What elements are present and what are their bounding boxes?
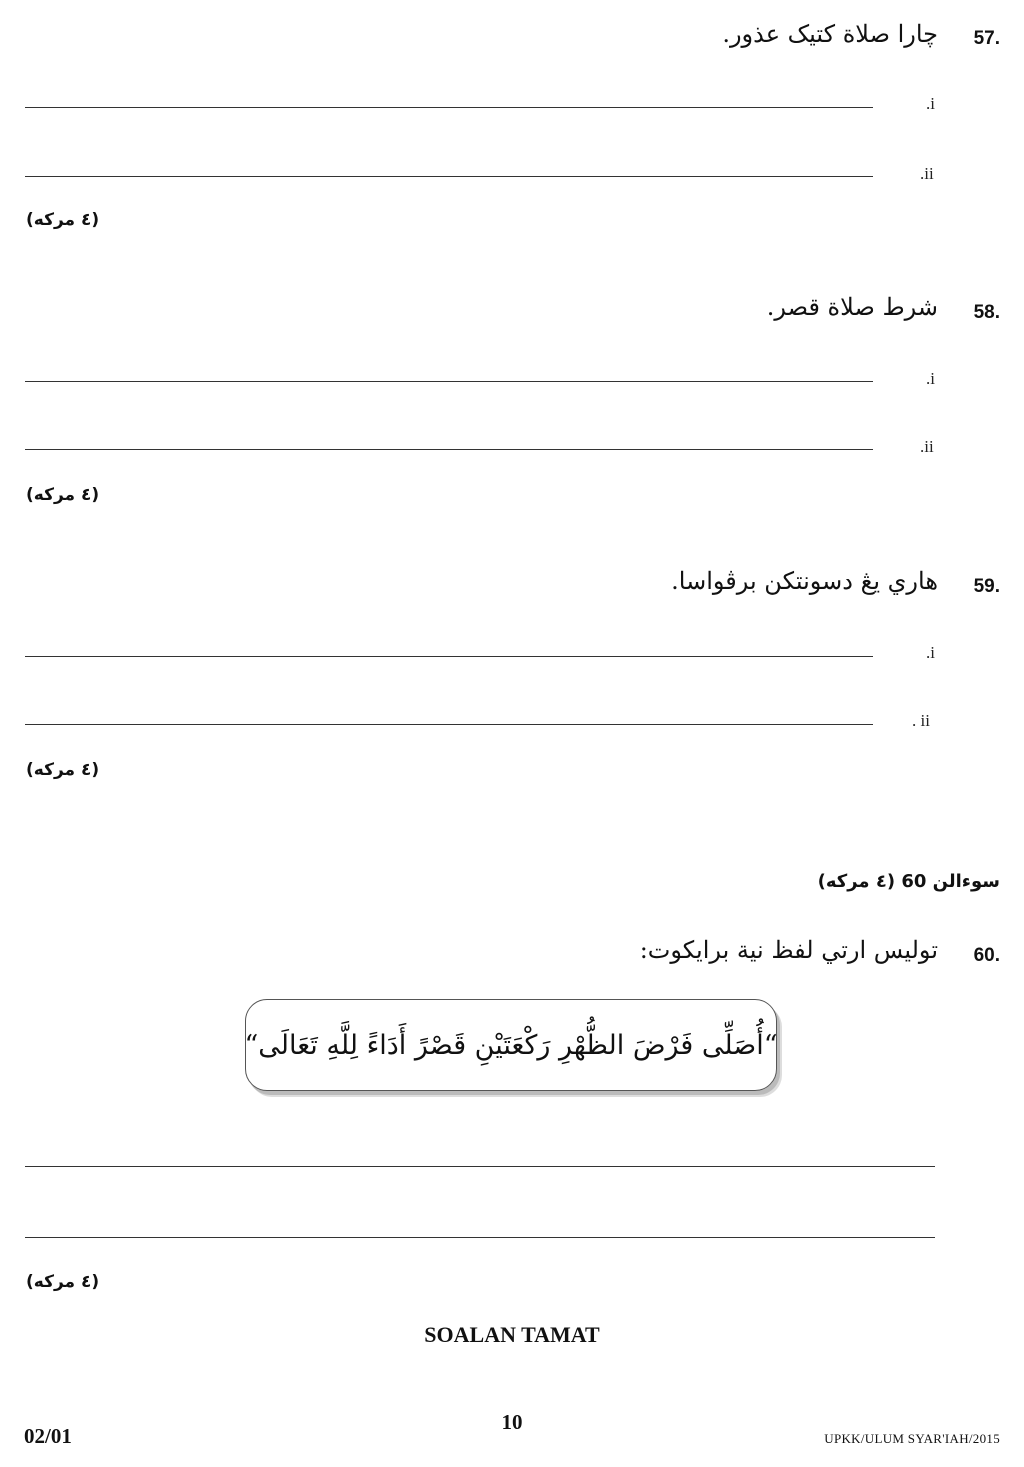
- item-label-i: .i: [926, 643, 935, 662]
- question-number: 60.: [973, 945, 1000, 966]
- answer-line-ii[interactable]: [25, 176, 873, 177]
- marks-label: (٤ مركه): [26, 1272, 100, 1292]
- question-number: 58.: [973, 302, 1000, 323]
- question-text: توليس ارتي لفظ نية برايكوت:: [639, 936, 938, 964]
- item-label-i: .i: [926, 369, 935, 388]
- question-number: 59.: [973, 576, 1000, 597]
- question-text: شرط صلاة قصر.: [766, 293, 938, 321]
- answer-line-i[interactable]: [25, 381, 873, 382]
- question-text: چارا صلاة كتيک عذور.: [722, 20, 938, 48]
- question-number: 57.: [973, 28, 1000, 49]
- niat-text: “أُصَلِّى فَرْضَ الظُّهْرِ رَكْعَتَيْنِ قَصْرً أَدَاءً لِلَّهِ تَعَالَى“: [244, 1029, 778, 1061]
- item-label-ii: . ii: [912, 711, 930, 730]
- answer-line-ii[interactable]: [25, 724, 873, 725]
- page-number: 10: [501, 1410, 523, 1434]
- niat-box: [245, 999, 777, 1091]
- marks-label: (٤ مركه): [26, 760, 100, 780]
- answer-line-2[interactable]: [25, 1237, 935, 1238]
- item-label-ii: .ii: [920, 437, 934, 456]
- marks-label: (٤ مركه): [26, 210, 100, 230]
- answer-line-i[interactable]: [25, 656, 873, 657]
- section-heading: سوءالن 60 (٤ مركه): [817, 871, 1000, 892]
- answer-line-i[interactable]: [25, 107, 873, 108]
- paper-code: 02/01: [24, 1424, 72, 1448]
- end-title: SOALAN TAMAT: [424, 1322, 600, 1347]
- answer-line-1[interactable]: [25, 1166, 935, 1167]
- question-text: هاري يڠ دسونتكن برڤواسا.: [671, 567, 938, 595]
- marks-label: (٤ مركه): [26, 485, 100, 505]
- answer-line-ii[interactable]: [25, 449, 873, 450]
- item-label-i: .i: [926, 94, 935, 113]
- exam-code: UPKK/ULUM SYAR'IAH/2015: [824, 1431, 1000, 1446]
- item-label-ii: .ii: [920, 164, 934, 183]
